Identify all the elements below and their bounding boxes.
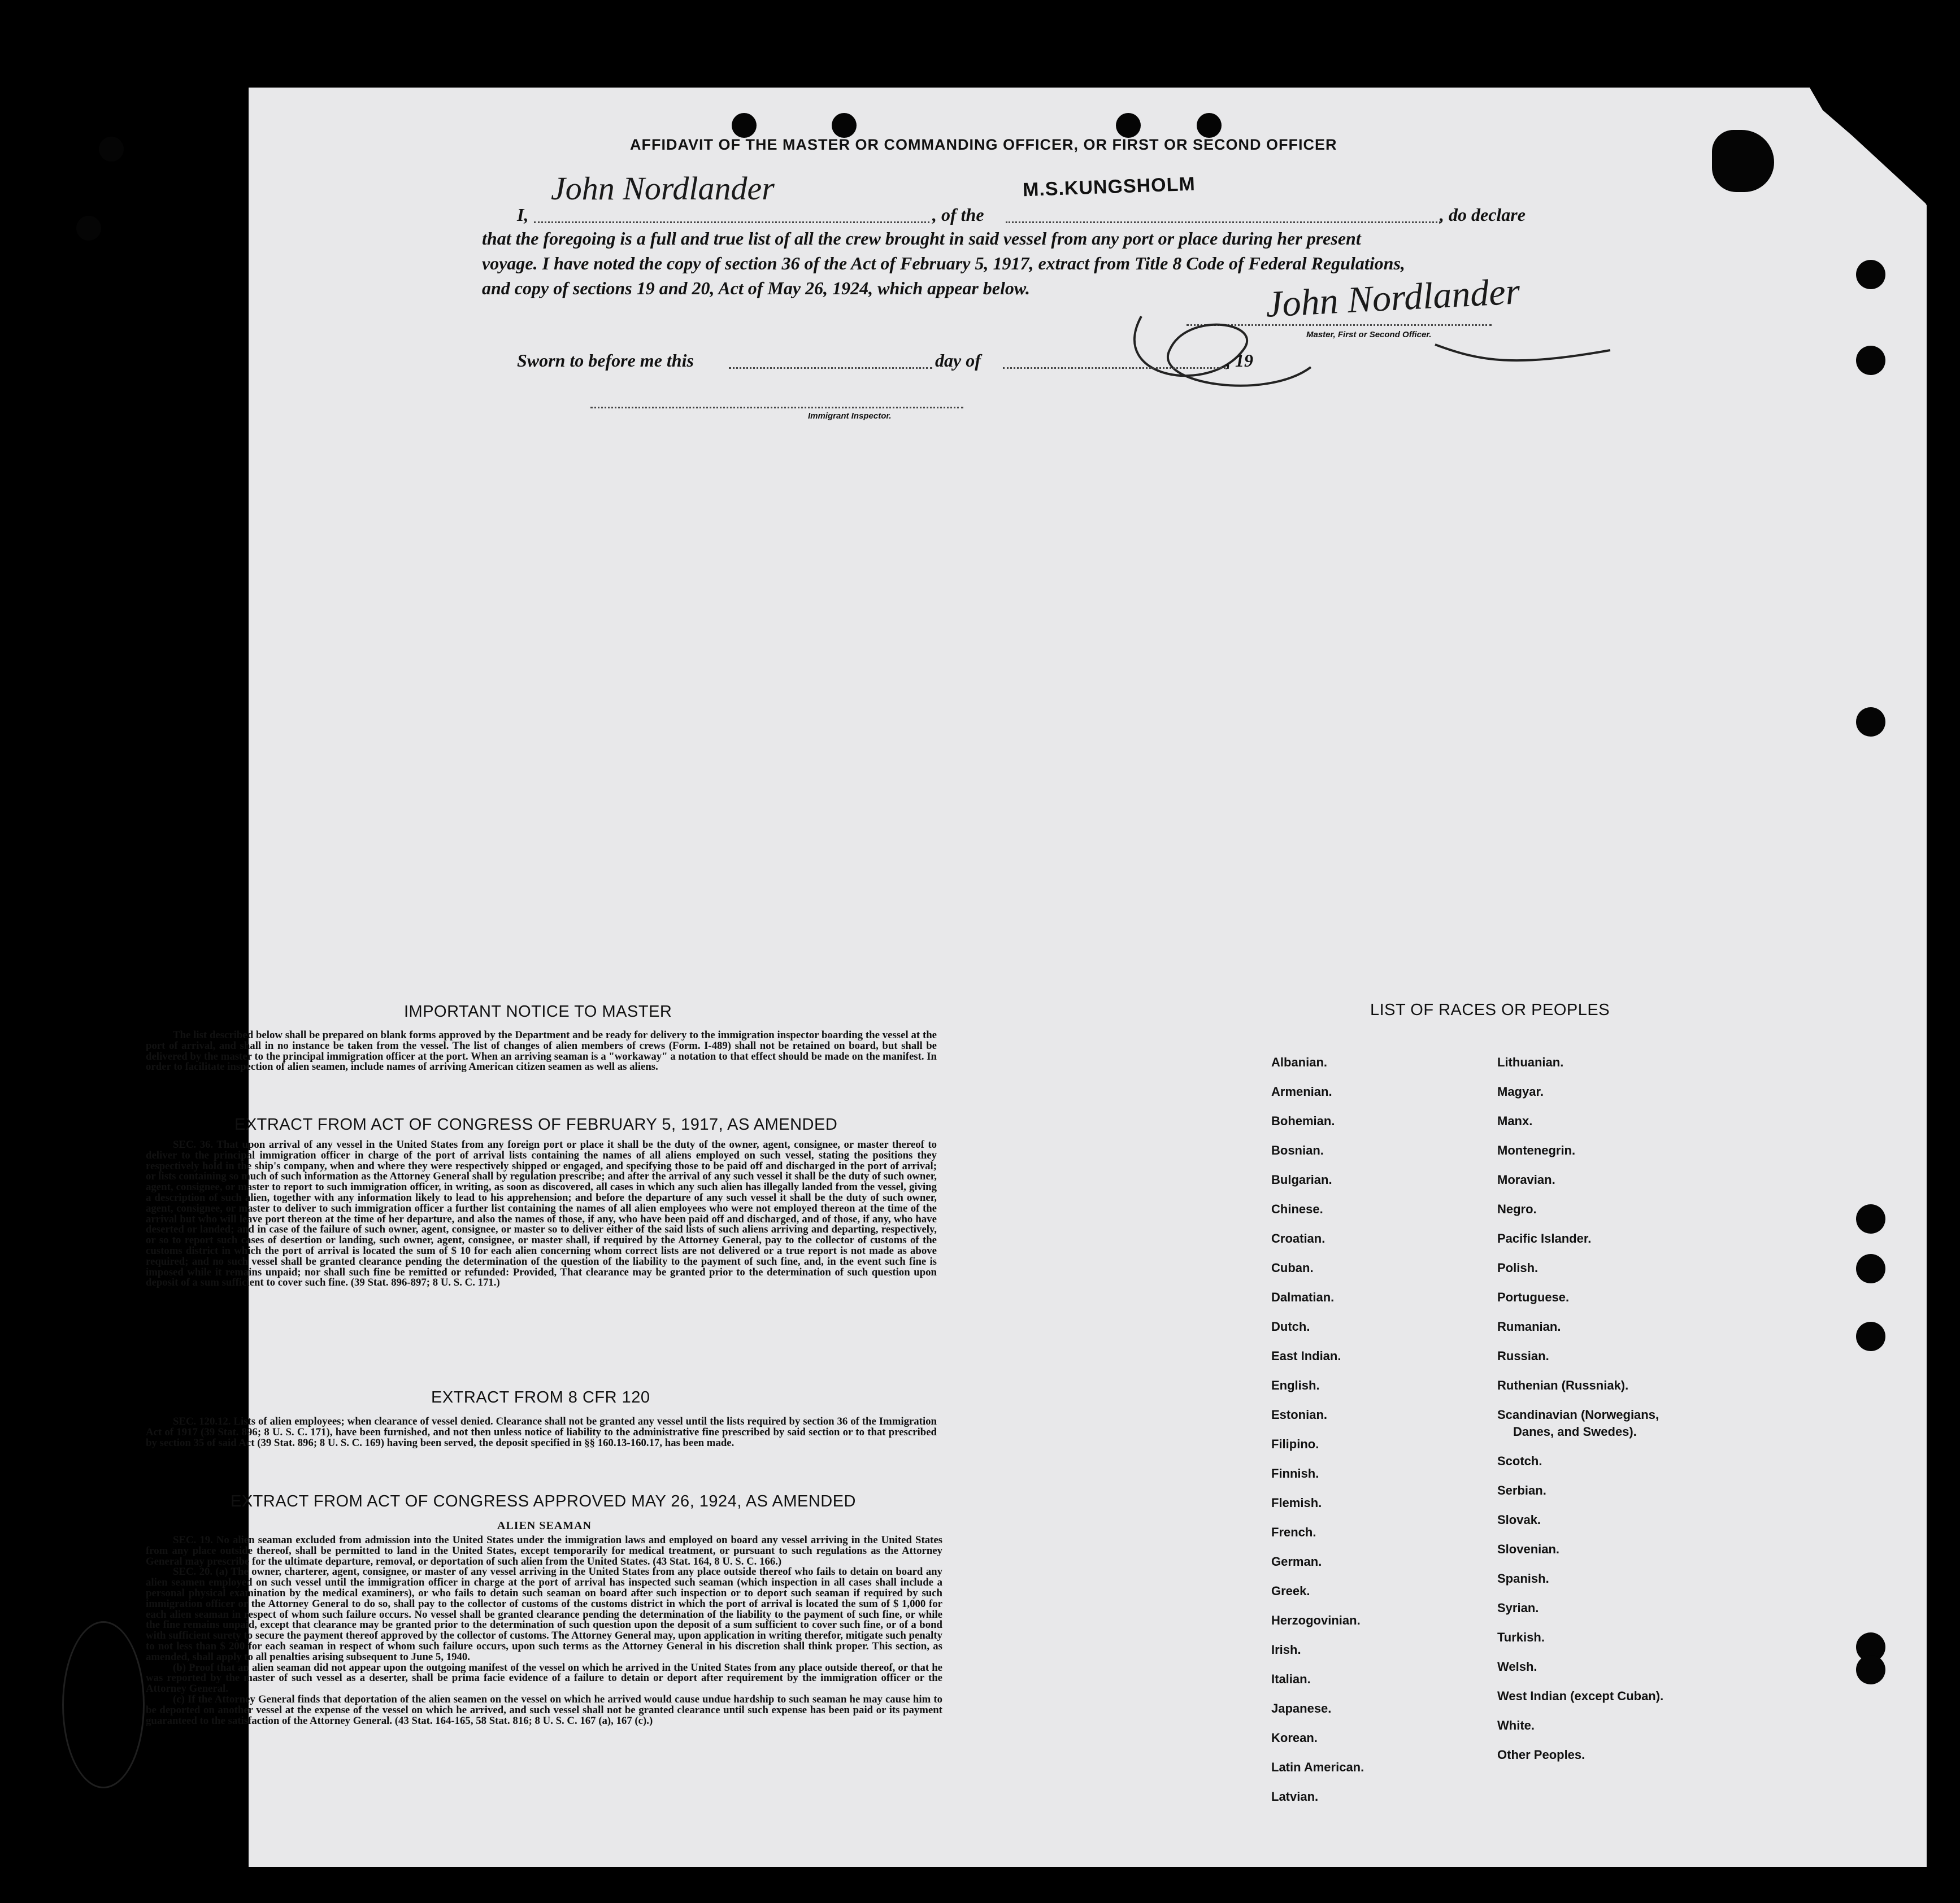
race-item: Lithuanian.: [1497, 1055, 1564, 1069]
race-item: Dutch.: [1271, 1320, 1310, 1334]
race-item: Danes, and Swedes).: [1513, 1425, 1637, 1439]
race-item: Polish.: [1497, 1261, 1539, 1275]
race-item: Pacific Islander.: [1497, 1231, 1592, 1246]
race-item: Slovenian.: [1497, 1542, 1560, 1556]
race-item: Russian.: [1497, 1349, 1549, 1363]
extract-1917-title: EXTRACT FROM ACT OF CONGRESS OF FEBRUARY 5, 1917, AS AMENDED: [234, 1116, 838, 1134]
signature-handwritten: John Nordlander: [1264, 271, 1521, 325]
vessel-name-stamp: M.S.KUNGSHOLM: [1022, 173, 1196, 201]
extract-1924-title: EXTRACT FROM ACT OF CONGRESS APPROVED MAY 26, 1924, AS AMENDED: [231, 1492, 856, 1510]
race-item: Irish.: [1271, 1643, 1301, 1657]
race-item: Latin American.: [1271, 1760, 1364, 1774]
punch-hole: [832, 113, 857, 138]
race-item: Serbian.: [1497, 1483, 1546, 1497]
sec20a-text: SEC. 20. (a) The owner, charterer, agent, consignee, or master of any vessel arriving in the United States from any place outside thereof who fails to detain on board any alien seamen employed on such vessel until the immigration officer in charge at the port of arrival has inspected such seaman (which inspection in all cases shall include a personal physical examination by the medical examiners), or who fails to detain such seaman on board after such inspection or to deport such seaman if required by such immigration officer or the Attorney General to do so, shall pay to the collector of customs of the customs district in which the port of arrival is located the sum of $ 1,000 for each alien seaman in respect of whom such failure occurs. No vessel shall be granted clearance pending the determination of the liability to the payment of such fine, or while the fine remains unpaid, except that clearance may be granted prior to the determination of such question upon the deposit of a sum sufficient to cover such fine, or of a bond with sufficient surety to secure the payment thereof approved by the collector of customs. The Attorney General may, upon application in writing therefor, mitigate such penalty to not less than $ 200 for each seaman in respect of whom such failure occurs, upon such terms as the Attorney General in his discretion shall think proper. This section, as amended, shall apply to all penalties arising subsequent to June 5, 1940.: [146, 1566, 942, 1663]
race-item: Rumanian.: [1497, 1320, 1561, 1334]
race-item: Scandinavian (Norwegians,: [1497, 1408, 1659, 1422]
race-item: Cuban.: [1271, 1261, 1314, 1275]
race-item: Japanese.: [1271, 1701, 1332, 1715]
embossed-seal: [62, 1621, 145, 1788]
day-of-label: day of: [935, 350, 981, 371]
sworn-label: Sworn to before me this: [517, 350, 694, 371]
race-item: Syrian.: [1497, 1601, 1539, 1615]
punch-hole: [1856, 707, 1885, 737]
race-item: Bulgarian.: [1271, 1173, 1332, 1187]
punch-hole: [1856, 260, 1885, 289]
race-item: French.: [1271, 1525, 1316, 1539]
race-item: Korean.: [1271, 1731, 1318, 1745]
sworn-day-line: [729, 367, 932, 369]
affidavit-line-3: voyage. I have noted the copy of section 36 of the Act of February 5, 1917, extract from Title 8 Code of Federal Regulations,: [482, 253, 1405, 273]
declare-label: , do declare: [1440, 204, 1526, 225]
race-item: Latvian.: [1271, 1789, 1319, 1804]
race-item: West Indian (except Cuban).: [1497, 1689, 1664, 1703]
inspector-signature-line: [590, 407, 963, 408]
race-item: Greek.: [1271, 1584, 1310, 1598]
inspector-caption: Immigrant Inspector.: [808, 411, 892, 421]
race-item: Portuguese.: [1497, 1290, 1570, 1304]
race-item: Montenegrin.: [1497, 1143, 1576, 1157]
alien-seaman-subtitle: ALIEN SEAMAN: [497, 1519, 592, 1532]
sec20b-text: (b) Proof that an alien seaman did not appear upon the outgoing manifest of the vessel on which he arrived in the United States from any place outside thereof, or that he was reported by the master of such vessel as a deserter, shall be prima facie evidence of a failure to detain or deport after requirement by the immigration officer or the Attorney General.: [146, 1661, 942, 1695]
race-item: Dalmatian.: [1271, 1290, 1335, 1304]
race-item: Estonian.: [1271, 1408, 1328, 1422]
race-item: Croatian.: [1271, 1231, 1326, 1246]
signature-caption: Master, First or Second Officer.: [1306, 330, 1432, 339]
punch-hole: [1856, 1322, 1885, 1351]
race-item: Spanish.: [1497, 1571, 1549, 1586]
race-item: Flemish.: [1271, 1496, 1322, 1510]
race-item: Ruthenian (Russniak).: [1497, 1378, 1629, 1392]
punch-hole: [76, 216, 101, 241]
officer-name-line: [534, 221, 929, 223]
sec19-text: SEC. 19. No alien seaman excluded from admission into the United States under the immigration laws and employed on board any vessel arriving in the United States from any place outside thereof, shall be permitted to land in the United States, except temporarily for medical treatment, or pursuant to such regulations as the Attorney General may prescribe for the ultimate departure, removal, or deportation of such alien from the United States. (43 Stat. 164, 8 U. S. C. 166.): [146, 1534, 942, 1567]
notice-title: IMPORTANT NOTICE TO MASTER: [404, 1003, 672, 1021]
race-item: East Indian.: [1271, 1349, 1341, 1363]
affidavit-line-4: and copy of sections 19 and 20, Act of May 26, 1924, which appear below.: [482, 278, 1031, 298]
vessel-name-line: [1006, 221, 1441, 223]
extract-1917-text: SEC. 36. That upon arrival of any vessel in the United States from any foreign port or place it shall be the duty of the owner, agent, consignee, or master thereof to deliver to the principal immigration officer in charge of the port of arrival lists containing the names of all aliens employed on such vessel, stating the positions they respectively hold in the ship's company, when and where they were respectively shipped or engaged, and specifying those to be paid off and discharged in the port of arrival; or lists containing so much of such information as the Attorney General shall by regulation prescribe; and after the arrival of any such vessel it shall be the duty of such owner, agent, consignee, or master to report to such immigration officer, in writing, as soon as discovered, all cases in which any such alien has illegally landed from the vessel, giving a description of such alien, together with any information likely to lead to his apprehension; and before the departure of any such vessel it shall be the duty of such owner, agent, consignee, or master to deliver to such immigration officer a further list containing the names of all alien employees who were not employed thereon at the time of the arrival but who will leave port thereon at the time of her departure, and also the names of those, if any, who have been paid off and discharged, and of those, if any, who have deserted or landed; and in case of the failure of such owner, agent, consignee, or master so to deliver either of the said lists of such aliens arriving and departing, respectively, or so to report such cases of desertion or landing, such owner, agent, consignee, or master shall, if required by the Attorney General, pay to the collector of customs of the customs district in which the port of arrival is located the sum of $ 10 for each alien concerning whom correct lists are not delivered or a true report is not made as above required; and no such vessel shall be granted clearance pending the determination of the question of the liability to the payment of such fine, and, in the event such fine is imposed while it remains unpaid; nor shall such fine be remitted or refunded: Provided, That clearance may be granted prior to the determination of such question upon deposit of a sum sufficient to cover such fine. (39 Stat. 896-897; 8 U. S. C. 171.): [146, 1139, 937, 1289]
extract-1924-body: [146, 1535, 942, 1726]
punch-hole: [732, 113, 757, 138]
punch-hole: [1856, 1204, 1885, 1234]
race-item: Negro.: [1497, 1202, 1537, 1216]
race-item: Manx.: [1497, 1114, 1533, 1128]
race-item: Bosnian.: [1271, 1143, 1324, 1157]
ink-blot: [1712, 130, 1774, 192]
affidavit-title: AFFIDAVIT OF THE MASTER OR COMMANDING OFFICER, OR FIRST OR SECOND OFFICER: [630, 136, 1337, 153]
race-item: White.: [1497, 1718, 1535, 1732]
of-the-label: , of the: [932, 204, 984, 225]
i-label: I,: [517, 204, 529, 225]
race-item: Italian.: [1271, 1672, 1311, 1686]
race-item: Turkish.: [1497, 1630, 1545, 1644]
race-item: Filipino.: [1271, 1437, 1319, 1451]
year-label: , 19: [1226, 350, 1253, 371]
race-item: Albanian.: [1271, 1055, 1328, 1069]
officer-name-handwritten: John Nordlander: [551, 170, 775, 207]
sworn-month-line: [1003, 367, 1229, 369]
punch-hole: [99, 137, 124, 162]
race-item: Herzogovinian.: [1271, 1613, 1361, 1627]
race-item: English.: [1271, 1378, 1320, 1392]
punch-hole: [1856, 1254, 1885, 1283]
race-item: Moravian.: [1497, 1173, 1555, 1187]
notice-text: The list described below shall be prepared on blank forms approved by the Department and be ready for delivery to the immigration inspector boarding the vessel at the port of arrival, and shall in no instance be taken from the vessel. The list of changes of alien members of crews (Form. I-489) shall not be retained on board, but shall be delivered by the master to the principal immigration officer at the port. When an arriving seaman is a "workaway" a notation to that effect should be made on the manifest. In order to facilitate inspection of alien seamen, include names of arriving American citizen seamen as well as aliens.: [146, 1029, 937, 1073]
punch-hole: [1856, 1655, 1885, 1684]
race-item: Magyar.: [1497, 1085, 1544, 1099]
race-item: Scotch.: [1497, 1454, 1542, 1468]
punch-hole: [1856, 346, 1885, 375]
extract-cfr-title: EXTRACT FROM 8 CFR 120: [431, 1388, 650, 1406]
affidavit-line-2: that the foregoing is a full and true list of all the crew brought in said vessel from any port or place during her present: [482, 228, 1361, 249]
punch-hole: [1197, 113, 1222, 138]
race-item: Slovak.: [1497, 1513, 1541, 1527]
race-item: Chinese.: [1271, 1202, 1323, 1216]
extract-cfr-text: SEC. 120.12. Lists of alien employees; when clearance of vessel denied. Clearance shall not be granted any vessel until the lists required by section 36 of the Immigration Act of 1917 (39 Stat. 896; 8 U. S. C. 171), have been furnished, and not then unless notice of liability to the administrative fine prescribed by said section or to that prescribed by section 35 of said Act (39 Stat. 896; 8 U. S. C. 169) having been served, the deposit specified in §§ 160.13-160.17, has been made.: [146, 1416, 937, 1449]
race-item: German.: [1271, 1554, 1322, 1569]
punch-hole: [1116, 113, 1141, 138]
sec20c-text: (c) If the Attorney General finds that deportation of the alien seamen on the vessel on which he arrived would cause undue hardship to such seaman he may cause him to be deported on another vessel at the expense of the vessel on which he arrived, and such vessel shall not be granted clearance until such expense has been paid or its payment guaranteed to the satisfaction of the Attorney General. (43 Stat. 164-165, 58 Stat. 816; 8 U. S. C. 167 (a), 167 (c).): [146, 1693, 942, 1727]
race-item: Other Peoples.: [1497, 1748, 1585, 1762]
race-item: Bohemian.: [1271, 1114, 1335, 1128]
race-item: Welsh.: [1497, 1660, 1537, 1674]
race-item: Armenian.: [1271, 1085, 1332, 1099]
race-item: Finnish.: [1271, 1466, 1319, 1480]
races-title: LIST OF RACES OR PEOPLES: [1370, 1001, 1610, 1019]
